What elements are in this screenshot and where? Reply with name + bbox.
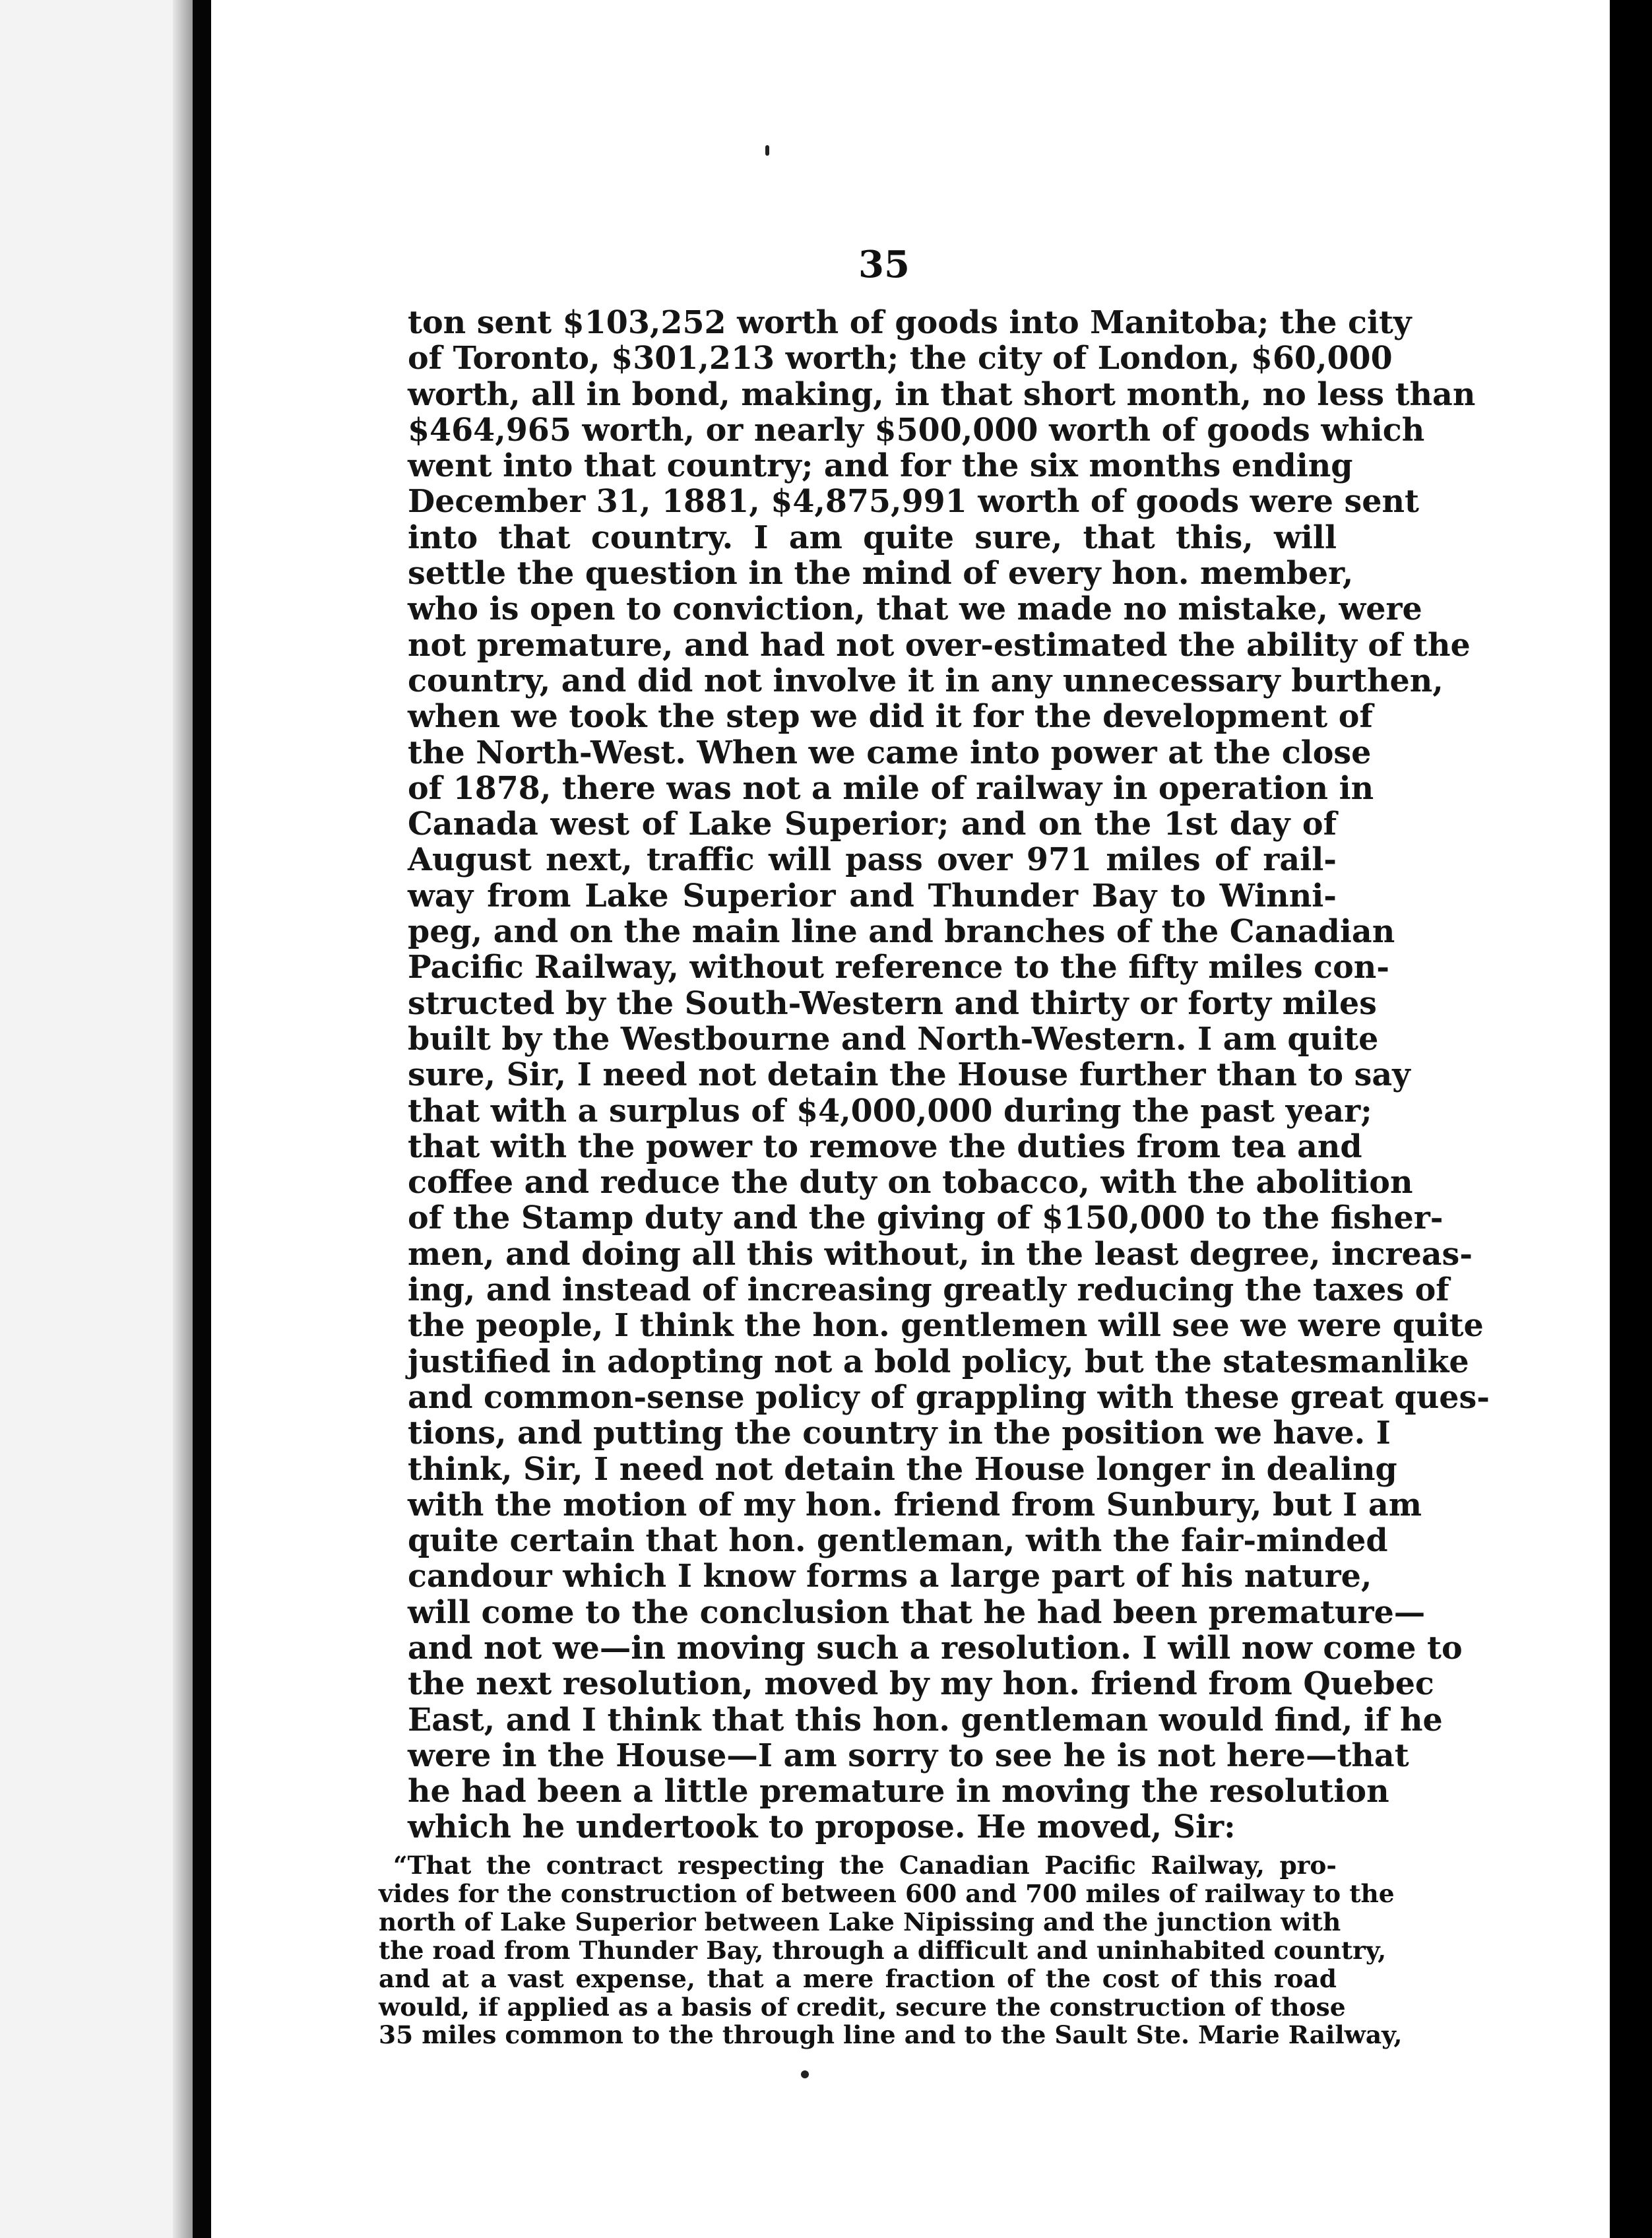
text-line: ton sent $103,252 worth of goods into Manitoba; the city <box>408 304 1412 341</box>
text-line: into that country. I am quite sure, that this, will <box>408 519 1337 556</box>
text-line: think, Sir, I need not detain the House longer in dealing <box>408 1450 1397 1488</box>
scan-speck <box>765 145 769 156</box>
text-line: peg, and on the main line and branches of the Canadian <box>408 913 1395 951</box>
text-line: way from Lake Superior and Thunder Bay to Winni- <box>408 877 1337 914</box>
text-line: country, and did not involve it in any unnecessary burthen, <box>408 662 1444 699</box>
quoted-resolution <box>379 1851 1403 2050</box>
text-line: justified in adopting not a bold policy, but the statesmanlike <box>408 1343 1469 1380</box>
body-text <box>408 304 1490 1846</box>
text-line: $464,965 worth, or nearly $500,000 worth of goods which <box>408 411 1425 449</box>
text-line: candour which I know forms a large part of his nature, <box>408 1558 1372 1595</box>
text-line: ing, and instead of increasing greatly reducing the taxes of <box>408 1271 1449 1309</box>
text-line: East, and I think that this hon. gentleman would find, if he <box>408 1701 1443 1739</box>
text-line: Pacific Railway, without reference to the fifty miles con- <box>408 949 1390 986</box>
text-line: the people, I think the hon. gentlemen will see we were quite <box>408 1307 1484 1345</box>
scan-speck <box>801 2070 809 2078</box>
text-line: and common-sense policy of grappling with these great ques- <box>408 1378 1490 1416</box>
text-line: structed by the South-Western and thirty or forty miles <box>408 984 1377 1022</box>
text-line: which he undertook to propose. He moved, Sir: <box>408 1808 1236 1846</box>
text-line: coffee and reduce the duty on tobacco, with the abolition <box>408 1164 1413 1201</box>
text-line: settle the question in the mind of every hon. member, <box>408 555 1354 592</box>
text-line: of Toronto, $301,213 worth; the city of London, $60,000 <box>408 340 1393 377</box>
text-line: tions, and putting the country in the position we have. I <box>408 1415 1391 1452</box>
quote-line: vides for the construction of between 600 and 700 miles of railway to the <box>379 1878 1395 1908</box>
text-line: when we took the step we did it for the development of <box>408 698 1373 736</box>
text-line: August next, traffic will pass over 971 miles of rail- <box>408 841 1337 879</box>
text-line: built by the Westbourne and North-Western. I am quite <box>408 1020 1379 1058</box>
quote-line: 35 miles common to the through line and to the Sault Ste. Marie Railway, <box>379 2020 1403 2050</box>
text-line: Canada west of Lake Superior; and on the 1st day of <box>408 806 1337 843</box>
text-line: went into that country; and for the six months ending <box>408 447 1353 485</box>
text-line: will come to the conclusion that he had been premature— <box>408 1593 1426 1631</box>
text-line: of 1878, there was not a mile of railway in operation in <box>408 769 1374 807</box>
page-number: 35 <box>858 243 910 286</box>
text-line: he had been a little premature in moving the resolution <box>408 1773 1389 1810</box>
quote-line: and at a vast expense, that a mere fraction of the cost of this road <box>379 1964 1337 1993</box>
text-line: of the Stamp duty and the giving of $150,000 to the fisher- <box>408 1199 1444 1237</box>
quote-line: north of Lake Superior between Lake Nipissing and the junction with <box>379 1907 1341 1936</box>
text-line: not premature, and had not over-estimated the ability of the <box>408 626 1471 664</box>
book-gutter <box>193 0 211 2238</box>
text-line: and not we—in moving such a resolution. I will now come to <box>408 1629 1463 1667</box>
text-line: December 31, 1881, $4,875,991 worth of goods were sent <box>408 483 1419 521</box>
text-line: men, and doing all this without, in the least degree, increas- <box>408 1235 1473 1273</box>
quote-line: would, if applied as a basis of credit, secure the construction of those <box>379 1992 1346 2022</box>
facing-page-edge <box>0 0 197 2238</box>
text-line: that with the power to remove the duties from tea and <box>408 1128 1362 1165</box>
text-line: the North-West. When we came into power at the close <box>408 734 1372 771</box>
facing-page-shadow <box>173 0 193 2238</box>
text-line: sure, Sir, I need not detain the House further than to say <box>408 1056 1411 1094</box>
text-line: worth, all in bond, making, in that short month, no less than <box>408 375 1476 413</box>
quote-line: the road from Thunder Bay, through a difficult and uninhabited country, <box>379 1935 1387 1965</box>
text-line: quite certain that hon. gentleman, with the fair-minded <box>408 1522 1388 1560</box>
text-line: the next resolution, moved by my hon. friend from Quebec <box>408 1665 1434 1703</box>
text-line: were in the House—I am sorry to see he is not here—that <box>408 1737 1409 1774</box>
quote-line: “That the contract respecting the Canadian Pacific Railway, pro- <box>393 1851 1337 1880</box>
text-line: that with a surplus of $4,000,000 during the past year; <box>408 1092 1372 1130</box>
text-line: who is open to conviction, that we made no mistake, were <box>408 591 1422 628</box>
text-line: with the motion of my hon. friend from Sunbury, but I am <box>408 1486 1422 1523</box>
